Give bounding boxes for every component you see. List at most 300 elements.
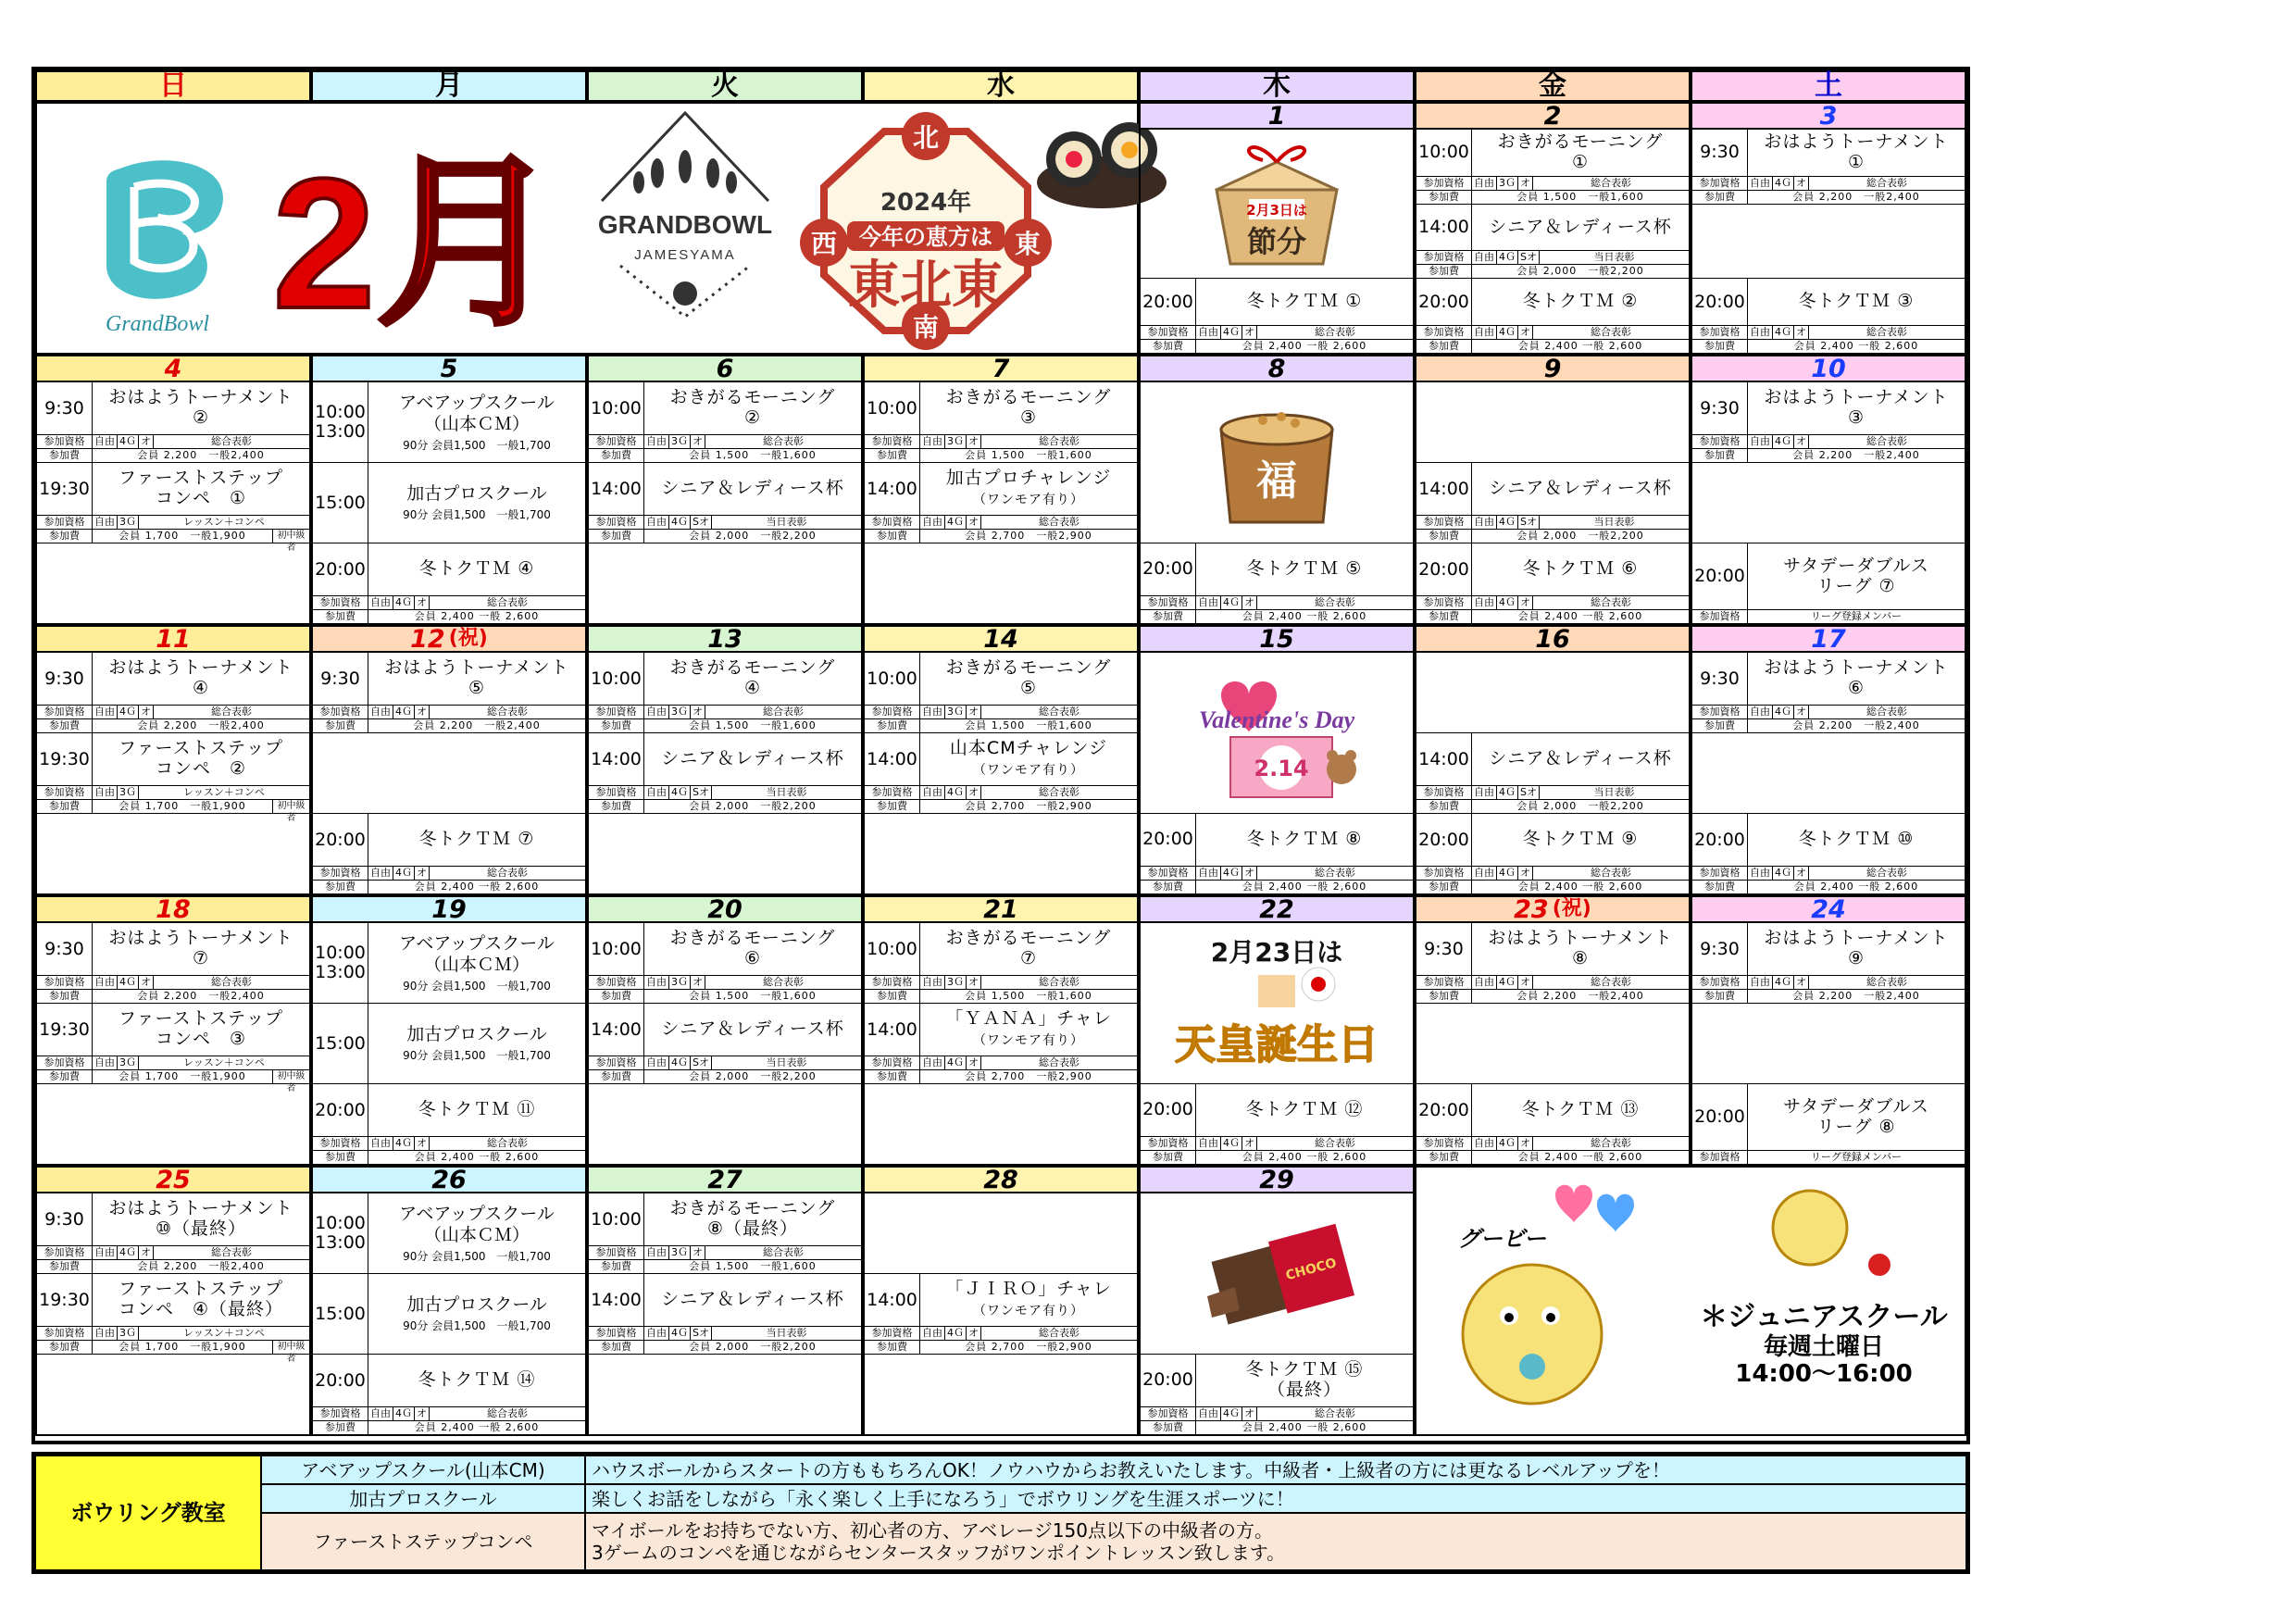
text-ev-ogi3: おきがるモーニング ③ bbox=[945, 387, 1112, 428]
text-labels-hi: 参加費 bbox=[865, 449, 920, 462]
text-labels-o: オ bbox=[1794, 976, 1809, 989]
text-ev-ohayo8: おはようトーナメント ⑧ bbox=[1488, 928, 1673, 968]
text-labels-sougou: 総合表彰 bbox=[1315, 1407, 1355, 1419]
text-labels-jiyu: 自由 bbox=[1196, 867, 1221, 880]
text-labels-jiyu: 自由 bbox=[1748, 435, 1773, 448]
text-labels-sanka: 参加資格 bbox=[589, 976, 644, 989]
text-labels-hi: 参加費 bbox=[1692, 449, 1748, 462]
text-labels-o: オ bbox=[1794, 706, 1809, 718]
chocolate-icon bbox=[1189, 1208, 1365, 1338]
text-labels-hi: 参加費 bbox=[1692, 881, 1748, 893]
text-fees-tm: 会員 2,400 一般 2,600 bbox=[1793, 881, 1919, 893]
text-ev-onemore: （ワンモア有り） bbox=[972, 763, 1084, 778]
text-fees-lesson: 90分 会員1,500 一般1,700 bbox=[403, 508, 551, 522]
text-ev-ohayo6: おはようトーナメント ⑥ bbox=[1764, 657, 1949, 698]
text-labels-o: オ bbox=[1242, 1407, 1257, 1420]
text-labels-g4: 4Ｇ bbox=[1497, 786, 1518, 799]
text-days-d12s: (祝) bbox=[448, 627, 488, 650]
text-fees-tm: 会員 2,400 一般 2,600 bbox=[414, 881, 540, 893]
text-labels-g4: 4Ｇ bbox=[669, 1056, 691, 1069]
text-fees-morning_t: 会員 2,200 一般2,400 bbox=[413, 719, 541, 731]
text-ev-tm7: 冬トクＴＭ ⑦ bbox=[418, 829, 535, 850]
text-times-t1500: 15:00 bbox=[313, 463, 368, 543]
day-cell-11 bbox=[35, 625, 311, 895]
fuku-masu-icon bbox=[1207, 393, 1346, 531]
text-ev-ohayo9: おはようトーナメント ⑨ bbox=[1764, 928, 1949, 968]
text-ehou-year: 2024年 bbox=[880, 189, 972, 217]
text-labels-hi: 参加費 bbox=[1141, 610, 1196, 623]
text-days-d2: 2 bbox=[1416, 104, 1689, 130]
text-labels-jiyu: 自由 bbox=[1472, 177, 1497, 190]
text-labels-jiyu: 自由 bbox=[644, 786, 669, 799]
text-labels-o: オ bbox=[1518, 326, 1533, 339]
text-days-d16: 16 bbox=[1416, 627, 1689, 653]
text-times-t1500: 15:00 bbox=[313, 1004, 368, 1083]
text-labels-sanka: 参加資格 bbox=[37, 435, 93, 448]
text-ev-tm8: 冬トクＴＭ ⑧ bbox=[1246, 828, 1363, 849]
text-ev-satur7: サタデーダブルス リーグ ⑦ bbox=[1783, 555, 1929, 596]
text-fees-tm: 会員 2,400 一般 2,600 bbox=[1242, 610, 1367, 622]
text-labels-sanka: 参加資格 bbox=[1416, 177, 1472, 190]
text-ev-tm3: 冬トクＴＭ ③ bbox=[1798, 291, 1915, 312]
text-days-d21: 21 bbox=[865, 897, 1137, 923]
junior-title: ＊ジュニアスクール bbox=[1700, 1301, 1948, 1333]
text-labels-sanka: 参加資格 bbox=[1416, 596, 1472, 609]
text-labels-sanka: 参加資格 bbox=[1692, 976, 1748, 989]
text-fees-tm: 会員 2,400 一般 2,600 bbox=[1793, 340, 1919, 353]
text-times-t2000: 20:00 bbox=[313, 1355, 368, 1406]
text-ev-satur8: サタデーダブルス リーグ ⑧ bbox=[1783, 1095, 1929, 1137]
text-labels-hi: 参加費 bbox=[865, 1070, 920, 1083]
text-labels-sougou: 総合表彰 bbox=[487, 596, 528, 608]
text-labels-g4: 4Ｇ bbox=[1773, 177, 1794, 190]
text-logos-grandbowl_text: GRANDBOWL bbox=[597, 210, 773, 239]
text-labels-jiyu: 自由 bbox=[368, 706, 393, 718]
junior-time: 14:00～16:00 bbox=[1735, 1360, 1913, 1389]
text-setsubun-date: 2月3日は bbox=[1246, 202, 1307, 219]
text-days-d13: 13 bbox=[589, 627, 861, 653]
text-labels-o: オ bbox=[1242, 596, 1257, 609]
text-labels-sanka: 参加資格 bbox=[37, 516, 93, 529]
text-days-d4: 4 bbox=[37, 356, 309, 382]
text-labels-sougou: 総合表彰 bbox=[487, 1407, 528, 1419]
text-labels-touji: 当日表彰 bbox=[766, 516, 807, 528]
text-labels-sanka: 参加資格 bbox=[865, 516, 920, 529]
text-labels-sougou: 総合表彰 bbox=[487, 706, 528, 718]
text-labels-g4: 4Ｇ bbox=[1773, 326, 1794, 339]
text-fees-ogigaru: 会員 1,500 一般1,600 bbox=[1516, 190, 1644, 203]
text-labels-sougou: 総合表彰 bbox=[1866, 435, 1907, 447]
text-valentine-date: 2.14 bbox=[1254, 756, 1309, 782]
text-labels-sanka: 参加資格 bbox=[589, 786, 644, 799]
text-labels-g4: 4Ｇ bbox=[393, 706, 415, 718]
text-ev-senior: シニア＆レディース杯 bbox=[661, 478, 844, 499]
text-fees-morning_t: 会員 2,200 一般2,400 bbox=[1792, 719, 1920, 731]
text-labels-hi: 参加費 bbox=[1141, 340, 1196, 353]
text-ev-tm13: 冬トクＴＭ ⑬ bbox=[1521, 1099, 1640, 1120]
text-days-d8: 8 bbox=[1141, 356, 1413, 382]
text-labels-g4: 4Ｇ bbox=[393, 867, 415, 880]
text-labels-o: オ bbox=[1518, 867, 1533, 880]
text-times-t2000: 20:00 bbox=[1141, 279, 1196, 325]
text-days-d23: 23 bbox=[1514, 895, 1549, 924]
text-times-t2000: 20:00 bbox=[1141, 814, 1196, 866]
text-labels-sanka: 参加資格 bbox=[1416, 867, 1472, 880]
text-labels-sanka: 参加資格 bbox=[1416, 1137, 1472, 1150]
text-fees-senior: 会員 2,000 一般2,200 bbox=[689, 1341, 817, 1353]
text-labels-jiyu: 自由 bbox=[644, 1056, 669, 1069]
text-labels-sougou: 総合表彰 bbox=[1039, 706, 1079, 718]
text-labels-sanka: 参加資格 bbox=[1692, 867, 1748, 880]
text-labels-g3: 3Ｇ bbox=[945, 976, 967, 989]
text-fees-ogigaru: 会員 1,500 一般1,600 bbox=[689, 990, 817, 1002]
text-labels-g4: 4Ｇ bbox=[1221, 867, 1242, 880]
text-labels-o: オ bbox=[967, 435, 981, 448]
text-labels-sougou: 総合表彰 bbox=[1315, 867, 1355, 879]
class-kako: 加古プロスクール bbox=[261, 1484, 585, 1513]
text-fees-first: 会員 1,700 一般1,900 bbox=[119, 530, 246, 542]
text-labels-g3: 3Ｇ bbox=[669, 435, 691, 448]
text-ev-kako_school: 加古プロスクール bbox=[406, 1024, 547, 1045]
text-labels-jiyu: 自由 bbox=[93, 1056, 118, 1069]
text-labels-g3: 3Ｇ bbox=[118, 1056, 139, 1069]
text-ev-tm12: 冬トクＴＭ ⑫ bbox=[1245, 1098, 1364, 1119]
text-logos-jamesyama: JAMESYAMA bbox=[634, 247, 736, 263]
text-labels-g4: 4Ｇ bbox=[1221, 326, 1242, 339]
text-days-d15: 15 bbox=[1141, 627, 1413, 653]
text-ev-tm10: 冬トクＴＭ ⑩ bbox=[1798, 829, 1915, 850]
text-ev-senior: シニア＆レディース杯 bbox=[1489, 216, 1672, 237]
text-ev-tm15: 冬トクＴＭ ⑮ （最終） bbox=[1245, 1358, 1364, 1400]
text-labels-sougou: 総合表彰 bbox=[1315, 596, 1355, 608]
text-labels-g4: 4Ｇ bbox=[1221, 1407, 1242, 1420]
text-labels-g4: 4Ｇ bbox=[1221, 596, 1242, 609]
text-labels-hi: 参加費 bbox=[1416, 610, 1472, 623]
text-labels-g4: 4Ｇ bbox=[669, 786, 691, 799]
text-fees-kako: 会員 2,700 一般2,900 bbox=[965, 1341, 1092, 1353]
day-cell-29 bbox=[1139, 1166, 1415, 1436]
text-labels-sanka: 参加資格 bbox=[865, 1327, 920, 1340]
text-ev-ogi4: おきがるモーニング ④ bbox=[669, 657, 836, 698]
text-times-t1000: 10:00 bbox=[589, 1193, 644, 1245]
text-ev-tm14: 冬トクＴＭ ⑭ bbox=[418, 1369, 536, 1391]
text-labels-g4: 4Ｇ bbox=[393, 1407, 415, 1420]
text-labels-sougou: 総合表彰 bbox=[1315, 1137, 1355, 1149]
text-labels-o: オ bbox=[415, 706, 430, 718]
text-labels-g4: 4Ｇ bbox=[1497, 1137, 1518, 1150]
text-labels-sougou: 総合表彰 bbox=[1591, 1137, 1631, 1149]
text-labels-sanka: 参加資格 bbox=[313, 1137, 368, 1150]
text-labels-hi: 参加費 bbox=[589, 800, 644, 813]
text-labels-sanka: 参加資格 bbox=[1692, 435, 1748, 448]
text-labels-sougou: 総合表彰 bbox=[763, 706, 804, 718]
text-ev-senior: シニア＆レディース杯 bbox=[661, 1018, 844, 1040]
text-labels-so: Sオ bbox=[691, 786, 712, 799]
grandbowl-logo-icon bbox=[37, 104, 583, 353]
class-desc-3 bbox=[585, 1513, 1966, 1570]
text-times-t930: 9:30 bbox=[37, 923, 93, 975]
text-days-d28: 28 bbox=[865, 1168, 1137, 1193]
text-labels-touji: 当日表彰 bbox=[1593, 786, 1635, 798]
text-labels-hi: 参加費 bbox=[865, 530, 920, 543]
text-labels-o: オ bbox=[691, 976, 705, 989]
text-labels-hi: 参加費 bbox=[589, 449, 644, 462]
text-labels-sougou: 総合表彰 bbox=[1866, 326, 1907, 339]
text-times-t1400: 14:00 bbox=[1416, 205, 1472, 251]
text-labels-so: Sオ bbox=[1518, 251, 1540, 264]
text-labels-hi: 参加費 bbox=[1141, 1151, 1196, 1164]
text-times-t930: 9:30 bbox=[1692, 382, 1748, 434]
text-ev-tm2: 冬トクＴＭ ② bbox=[1522, 291, 1639, 312]
text-labels-sougou: 総合表彰 bbox=[487, 1137, 528, 1149]
text-ev-onemore: （ワンモア有り） bbox=[973, 1304, 1084, 1318]
text-labels-hi: 参加費 bbox=[1692, 191, 1748, 204]
text-days-d9: 9 bbox=[1416, 356, 1689, 382]
text-labels-sanka: 参加資格 bbox=[865, 1056, 920, 1069]
text-times-t1930: 19:30 bbox=[37, 1274, 93, 1326]
text-labels-o: オ bbox=[1518, 596, 1533, 609]
text-fees-kako: 会員 2,700 一般2,900 bbox=[965, 800, 1092, 812]
text-labels-sanka: 参加資格 bbox=[1141, 596, 1196, 609]
text-times-t1000: 10:00 bbox=[865, 653, 920, 705]
text-fees-tm: 会員 2,400 一般 2,600 bbox=[1242, 881, 1367, 893]
text-fees-tm: 会員 2,400 一般 2,600 bbox=[1517, 340, 1643, 353]
text-labels-league: リーグ登録メンバー bbox=[1810, 1151, 1903, 1163]
text-ev-tm6: 冬トクＴＭ ⑥ bbox=[1522, 558, 1639, 580]
text-labels-sougou: 総合表彰 bbox=[1866, 706, 1907, 718]
text-labels-sanka: 参加資格 bbox=[1141, 326, 1196, 339]
text-times-t1000: 10:00 bbox=[865, 923, 920, 975]
text-labels-sougou: 総合表彰 bbox=[211, 1246, 252, 1258]
text-labels-sanka: 参加資格 bbox=[37, 706, 93, 718]
text-ev-ogi5: おきがるモーニング ⑤ bbox=[945, 657, 1112, 698]
text-ev-ohayo1: おはようトーナメント ① bbox=[1764, 131, 1949, 172]
text-labels-so: Sオ bbox=[1518, 516, 1540, 529]
text-labels-sougou: 総合表彰 bbox=[763, 976, 804, 988]
day-cell-26 bbox=[311, 1166, 587, 1436]
text-labels-sanka: 参加資格 bbox=[313, 1407, 368, 1420]
text-labels-touji: 当日表彰 bbox=[766, 1327, 807, 1339]
text-labels-sanka: 参加資格 bbox=[313, 596, 368, 609]
text-labels-sanka: 参加資格 bbox=[1141, 867, 1196, 880]
text-fees-lesson: 90分 会員1,500 一般1,700 bbox=[403, 1049, 551, 1063]
text-labels-jiyu: 自由 bbox=[1472, 516, 1497, 529]
text-times-t2000: 20:00 bbox=[1692, 279, 1748, 325]
text-fees-morning_t: 会員 2,200 一般2,400 bbox=[1516, 990, 1644, 1002]
text-labels-jiyu: 自由 bbox=[920, 1056, 945, 1069]
text-fees-morning_t: 会員 2,200 一般2,400 bbox=[1792, 990, 1920, 1002]
text-times-t1000: 10:00 bbox=[589, 382, 644, 434]
text-labels-o: オ bbox=[691, 1246, 705, 1259]
text-labels-sougou: 総合表彰 bbox=[211, 435, 252, 447]
text-ev-ohayo3: おはようトーナメント ③ bbox=[1764, 387, 1949, 428]
text-ev-yana_ch: 「ＹＡＮＡ」チャレ bbox=[945, 1008, 1112, 1030]
weekday-fri: 金 bbox=[1415, 70, 1691, 102]
text-labels-jiyu: 自由 bbox=[644, 435, 669, 448]
text-labels-sougou: 総合表彰 bbox=[1591, 867, 1631, 879]
text-ehou-line: 今年の恵方は bbox=[859, 224, 992, 250]
text-times-t930: 9:30 bbox=[37, 382, 93, 434]
text-labels-hi: 参加費 bbox=[37, 719, 93, 732]
day-cell-14 bbox=[863, 625, 1139, 895]
text-labels-sougou: 総合表彰 bbox=[1866, 976, 1907, 988]
text-ev-kako_school: 加古プロスクール bbox=[406, 483, 547, 505]
text-times-t2000: 20:00 bbox=[313, 814, 368, 866]
text-labels-jiyu: 自由 bbox=[368, 867, 393, 880]
text-labels-g4: 4Ｇ bbox=[1773, 976, 1794, 989]
text-times-t2000: 20:00 bbox=[1141, 1084, 1196, 1136]
text-labels-g4: 4Ｇ bbox=[945, 516, 967, 529]
text-labels-hi: 参加費 bbox=[589, 530, 644, 543]
text-labels-sanka: 参加資格 bbox=[589, 1056, 644, 1069]
text-times-t930: 9:30 bbox=[37, 653, 93, 705]
text-times-t1400: 14:00 bbox=[865, 733, 920, 785]
text-times-t1400: 14:00 bbox=[1416, 733, 1472, 785]
day-cell-12 bbox=[311, 625, 587, 895]
text-times-t930: 9:30 bbox=[37, 1193, 93, 1245]
text-days-d22: 22 bbox=[1141, 897, 1413, 923]
text-labels-g4: 4Ｇ bbox=[118, 976, 139, 989]
text-ev-first3: ファーストステップ コンペ ③ bbox=[118, 1008, 284, 1049]
text-times-t1000: 10:00 bbox=[865, 382, 920, 434]
text-labels-g3: 3Ｇ bbox=[669, 976, 691, 989]
text-labels-touji: 当日表彰 bbox=[1593, 251, 1635, 264]
text-labels-jiyu: 自由 bbox=[1748, 976, 1773, 989]
text-fees-senior: 会員 2,000 一般2,200 bbox=[689, 530, 817, 542]
text-times-t930: 9:30 bbox=[1692, 923, 1748, 975]
day-cell-1 bbox=[1139, 102, 1415, 355]
text-labels-o: オ bbox=[967, 786, 981, 799]
text-labels-sanka: 参加資格 bbox=[1416, 516, 1472, 529]
text-labels-jiyu: 自由 bbox=[644, 976, 669, 989]
text-ev-yama_ch: 山本CMチャレンジ bbox=[949, 738, 1108, 759]
text-fees-senior: 会員 2,000 一般2,200 bbox=[1516, 800, 1644, 812]
text-labels-g4: 4Ｇ bbox=[945, 786, 967, 799]
text-ev-abe: アベアップスクール （山本ＣＭ） bbox=[399, 1204, 555, 1245]
text-labels-o: オ bbox=[1518, 976, 1533, 989]
text-labels-jiyu: 自由 bbox=[93, 435, 118, 448]
text-labels-shochu: 初中級者 bbox=[272, 1070, 309, 1083]
text-days-d6: 6 bbox=[589, 356, 861, 382]
event-title: 冬トクＴＭ ① bbox=[1246, 291, 1363, 312]
month-title: 2月 bbox=[272, 141, 561, 347]
text-labels-jiyu: 自由 bbox=[1748, 177, 1773, 190]
text-ev-senior: シニア＆レディース杯 bbox=[661, 1289, 844, 1310]
weekday-sat: 土 bbox=[1691, 70, 1966, 102]
grandbowl-jamesyama-logo-icon bbox=[574, 104, 796, 353]
text-labels-sougou: 総合表彰 bbox=[1866, 867, 1907, 879]
text-labels-o: オ bbox=[967, 976, 981, 989]
text-labels-jiyu: 自由 bbox=[1748, 706, 1773, 718]
text-labels-hi: 参加費 bbox=[1692, 990, 1748, 1003]
text-labels-g4: 4Ｇ bbox=[118, 1246, 139, 1259]
text-labels-g4: 4Ｇ bbox=[945, 1056, 967, 1069]
text-times-t930: 9:30 bbox=[1416, 923, 1472, 975]
text-days-d20: 20 bbox=[589, 897, 861, 923]
text-days-d25: 25 bbox=[37, 1168, 309, 1193]
text-labels-hi: 参加費 bbox=[37, 1341, 93, 1354]
text-labels-sanka: 参加資格 bbox=[589, 1246, 644, 1259]
text-labels-jiyu: 自由 bbox=[368, 596, 393, 609]
text-times-t1400: 14:00 bbox=[1416, 463, 1472, 515]
text-labels-sanka: 参加資格 bbox=[589, 435, 644, 448]
text-labels-g4: 4Ｇ bbox=[1497, 251, 1518, 264]
text-fees-senior: 会員 2,000 一般2,200 bbox=[689, 800, 817, 812]
text-ev-ohayo7: おはようトーナメント ⑦ bbox=[108, 928, 293, 968]
text-choco: CHOCO bbox=[1284, 1255, 1339, 1284]
text-ev-abe: アベアップスクール （山本ＣＭ） bbox=[399, 393, 555, 434]
text-labels-o: オ bbox=[691, 435, 705, 448]
text-days-d27: 27 bbox=[589, 1168, 861, 1193]
text-labels-sanka: 参加資格 bbox=[1692, 177, 1748, 190]
text-fees-tm: 会員 2,400 一般 2,600 bbox=[414, 610, 540, 622]
text-labels-jiyu: 自由 bbox=[93, 706, 118, 718]
text-labels-sougou: 総合表彰 bbox=[1315, 326, 1355, 338]
text-labels-g4: 4Ｇ bbox=[1773, 435, 1794, 448]
ehou-badge-icon bbox=[796, 104, 1185, 353]
text-labels-jiyu: 自由 bbox=[920, 706, 945, 718]
text-labels-g3: 3Ｇ bbox=[118, 786, 139, 799]
text-labels-jiyu: 自由 bbox=[644, 706, 669, 718]
text-times-t2000: 20:00 bbox=[1416, 1084, 1472, 1136]
day-cell-2 bbox=[1415, 102, 1691, 355]
day-cell-17 bbox=[1691, 625, 1966, 895]
text-times-t930: 9:30 bbox=[1692, 653, 1748, 705]
text-labels-o: オ bbox=[415, 1407, 430, 1420]
text-days-d5: 5 bbox=[313, 356, 585, 382]
text-fees-morning_t: 会員 2,200 一般2,400 bbox=[137, 1260, 265, 1272]
calendar-grid bbox=[31, 67, 1970, 1444]
text-labels-jiyu: 自由 bbox=[1196, 326, 1221, 339]
text-labels-jiyu: 自由 bbox=[1472, 596, 1497, 609]
text-fees-tm: 会員 2,400 一般 2,600 bbox=[414, 1151, 540, 1163]
text-fees-first: 会員 1,700 一般1,900 bbox=[119, 1070, 246, 1082]
text-labels-jiyu: 自由 bbox=[1196, 1137, 1221, 1150]
text-labels-sanka: 参加資格 bbox=[1141, 1137, 1196, 1150]
day-cell-8 bbox=[1139, 355, 1415, 625]
text-days-d11: 11 bbox=[37, 627, 309, 653]
text-labels-hi: 参加費 bbox=[313, 610, 368, 623]
text-labels-hi: 参加費 bbox=[1416, 530, 1472, 543]
text-fees-morning_t: 会員 2,200 一般2,400 bbox=[137, 449, 265, 461]
text-fees-ogigaru: 会員 1,500 一般1,600 bbox=[965, 449, 1092, 461]
text-labels-g4: 4Ｇ bbox=[1497, 326, 1518, 339]
text-labels-sougou: 総合表彰 bbox=[1591, 976, 1631, 988]
text-ev-ogi2: おきがるモーニング ② bbox=[669, 387, 836, 428]
text-days-d7: 7 bbox=[865, 356, 1137, 382]
text-valentine-title: Valentine's Day bbox=[1198, 706, 1355, 734]
text-labels-sougou: 総合表彰 bbox=[763, 435, 804, 447]
text-labels-hi: 参加費 bbox=[589, 1070, 644, 1083]
text-times-t1000_1300: 10:00 13:00 bbox=[313, 923, 368, 1003]
text-labels-g4: 4Ｇ bbox=[1221, 1137, 1242, 1150]
text-labels-o: オ bbox=[967, 1056, 981, 1069]
text-labels-jiyu: 自由 bbox=[920, 1327, 945, 1340]
text-fees-tm: 会員 2,400 一般 2,600 bbox=[1517, 881, 1643, 893]
text-times-t1400: 14:00 bbox=[589, 733, 644, 785]
text-labels-hi: 参加費 bbox=[313, 1151, 368, 1164]
text-labels-g4: 4Ｇ bbox=[118, 706, 139, 718]
text-ev-abe: アベアップスクール （山本ＣＭ） bbox=[399, 933, 555, 975]
text-times-t930: 9:30 bbox=[313, 653, 368, 705]
text-fees-tm: 会員 2,400 一般 2,600 bbox=[1242, 1151, 1367, 1163]
text-labels-hi: 参加費 bbox=[1416, 800, 1472, 813]
text-labels-o: オ bbox=[967, 516, 981, 529]
text-labels-hi: 参加費 bbox=[37, 449, 93, 462]
text-days-d12: 12 bbox=[410, 625, 445, 654]
text-labels-shochu: 初中級者 bbox=[272, 530, 309, 543]
text-ev-ohayo2: おはようトーナメント ② bbox=[108, 387, 293, 428]
